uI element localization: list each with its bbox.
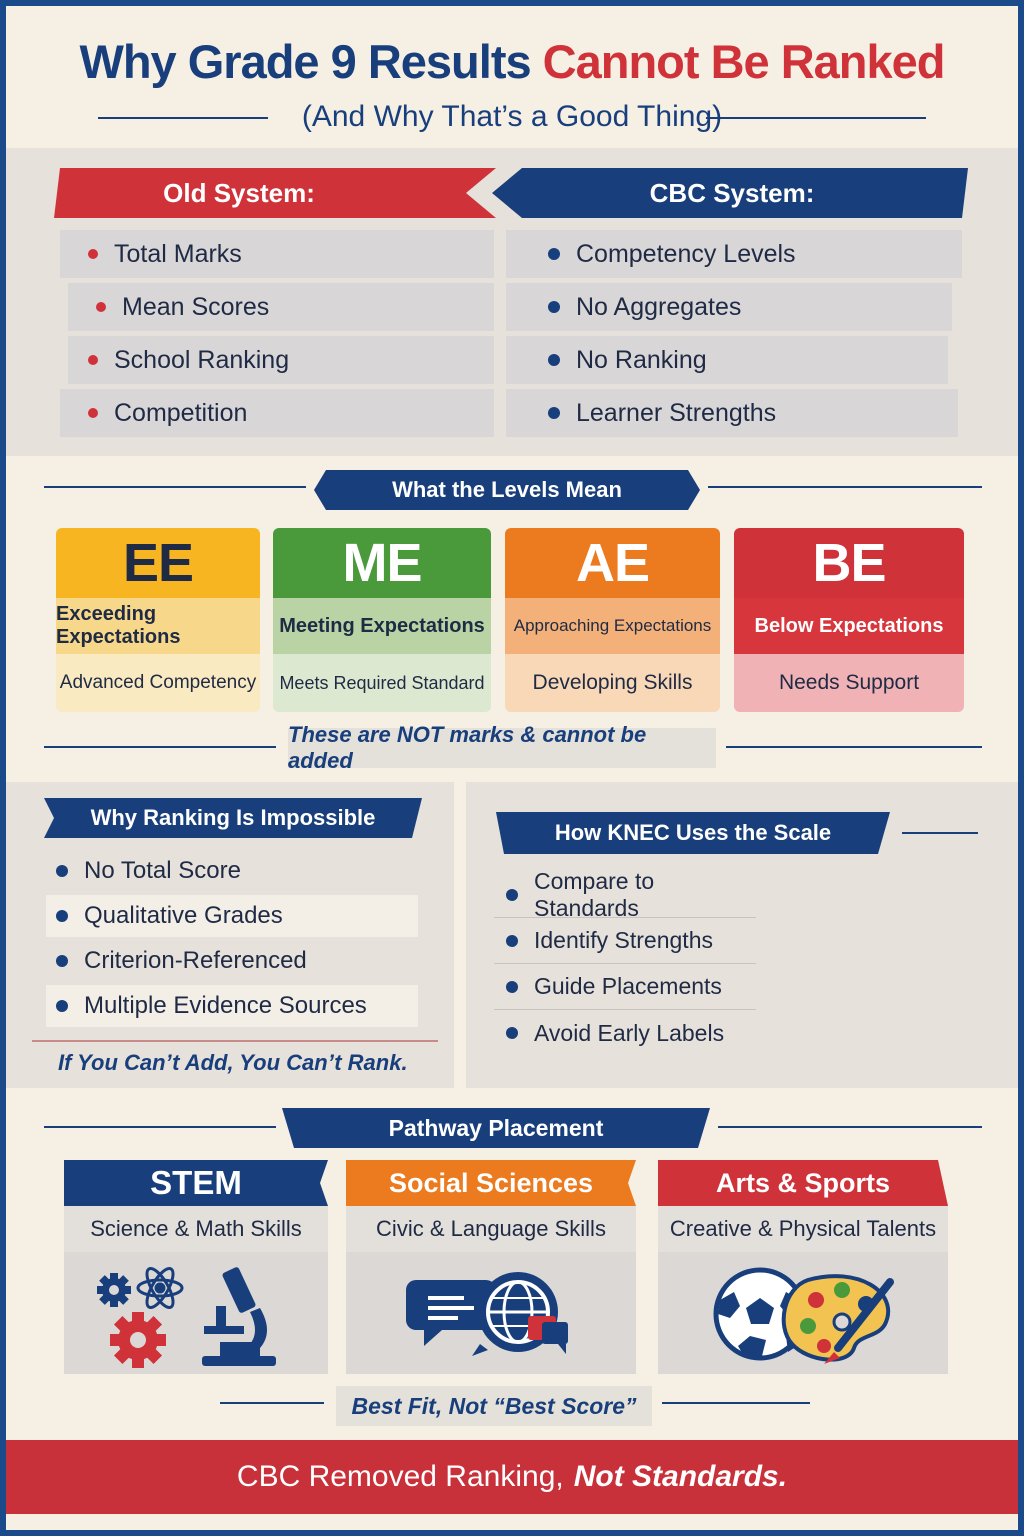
list-item: Total Marks <box>60 230 494 278</box>
pathway-subtitle: Creative & Physical Talents <box>658 1206 948 1252</box>
level-code: ME <box>273 528 491 598</box>
pathway-subtitle: Civic & Language Skills <box>346 1206 636 1252</box>
bullet-icon <box>506 1027 518 1039</box>
list-item: Guide Placements <box>494 964 756 1010</box>
level-card-be <box>734 528 964 712</box>
ranking-tagline: If You Can’t Add, You Can’t Rank. <box>58 1050 408 1075</box>
divider <box>44 486 306 488</box>
divider <box>718 1126 982 1128</box>
title-part-2: Cannot Be Ranked <box>542 35 945 88</box>
bullet-icon <box>56 955 68 967</box>
list-item: School Ranking <box>68 336 494 384</box>
divider <box>708 486 982 488</box>
level-code: EE <box>56 528 260 598</box>
bullet-icon <box>96 302 106 312</box>
divider <box>44 1126 276 1128</box>
infographic <box>6 6 1018 1530</box>
level-name: Meeting Expectations <box>273 598 491 654</box>
list-item: No Ranking <box>506 336 948 384</box>
pathway-card-stem <box>64 1160 328 1374</box>
list-item: Mean Scores <box>68 283 494 331</box>
bullet-icon <box>56 1000 68 1012</box>
ball-palette-icon <box>658 1252 948 1374</box>
divider <box>220 1402 324 1404</box>
pathway-name: Arts & Sports <box>715 1167 891 1198</box>
divider <box>662 1402 810 1404</box>
gear-atom-microscope-icon <box>64 1252 328 1374</box>
divider <box>32 1040 438 1042</box>
footer-emphasis: Not Standards. <box>573 1460 788 1493</box>
level-card-ee <box>56 528 260 712</box>
ranking-heading: Why Ranking Is Impossible <box>90 805 376 830</box>
bullet-icon <box>548 248 560 260</box>
bullet-icon <box>88 249 98 259</box>
list-item: Competency Levels <box>506 230 962 278</box>
list-item: Competition <box>60 389 494 437</box>
cbc-system-list <box>506 230 962 437</box>
level-card-me <box>273 528 491 712</box>
list-item: Criterion-Referenced <box>46 940 418 982</box>
level-description: Needs Support <box>734 654 964 712</box>
level-description: Meets Required Standard <box>273 654 491 712</box>
level-description: Advanced Competency <box>56 654 260 712</box>
pathways-note: Best Fit, Not “Best Score” <box>336 1386 652 1426</box>
level-card-ae <box>505 528 720 712</box>
divider <box>44 746 276 748</box>
divider <box>902 832 978 834</box>
cbc-system-heading: CBC System: <box>649 177 815 208</box>
footer-banner <box>6 1440 1018 1514</box>
bullet-icon <box>506 935 518 947</box>
page-subtitle: (And Why That’s a Good Thing) <box>301 100 723 133</box>
old-system-heading: Old System: <box>163 177 315 208</box>
list-item: Multiple Evidence Sources <box>46 985 418 1027</box>
list-item: Identify Strengths <box>494 918 756 964</box>
list-item: No Aggregates <box>506 283 952 331</box>
bullet-icon <box>548 354 560 366</box>
title-part-1: Why Grade 9 Results <box>79 35 531 88</box>
pathway-card-arts-sports <box>658 1160 948 1374</box>
footer-text: CBC Removed Ranking, <box>236 1460 564 1493</box>
pathways-heading: Pathway Placement <box>388 1114 604 1141</box>
bullet-icon <box>88 355 98 365</box>
level-code: BE <box>734 528 964 598</box>
levels-note: These are NOT marks & cannot be added <box>288 728 716 768</box>
pathway-subtitle: Science & Math Skills <box>64 1206 328 1252</box>
footer-strip <box>6 1514 1018 1530</box>
bullet-icon <box>506 981 518 993</box>
speech-globe-icon <box>346 1252 636 1374</box>
level-code: AE <box>505 528 720 598</box>
list-item: Compare to Standards <box>494 872 756 918</box>
level-name: Below Expectations <box>734 598 964 654</box>
pathway-name: STEM <box>150 1164 242 1201</box>
level-description: Developing Skills <box>505 654 720 712</box>
level-name: Approaching Expectations <box>505 598 720 654</box>
pathway-name: Social Sciences <box>388 1167 594 1198</box>
bullet-icon <box>548 301 560 313</box>
bullet-icon <box>56 910 68 922</box>
bullet-icon <box>88 408 98 418</box>
divider <box>726 746 982 748</box>
knec-heading: How KNEC Uses the Scale <box>554 820 832 845</box>
bullet-icon <box>506 889 518 901</box>
ranking-list <box>46 850 418 1027</box>
levels-heading: What the Levels Mean <box>392 477 622 502</box>
level-name: Exceeding Expectations <box>56 598 260 654</box>
list-item: No Total Score <box>46 850 418 892</box>
old-system-list <box>60 230 494 437</box>
bullet-icon <box>56 865 68 877</box>
bullet-icon <box>548 407 560 419</box>
knec-list <box>494 867 756 1056</box>
pathway-card-social-sciences <box>346 1160 636 1374</box>
list-item: Avoid Early Labels <box>494 1010 756 1056</box>
list-item: Learner Strengths <box>506 389 958 437</box>
page-title <box>6 34 1018 89</box>
list-item: Qualitative Grades <box>46 895 418 937</box>
